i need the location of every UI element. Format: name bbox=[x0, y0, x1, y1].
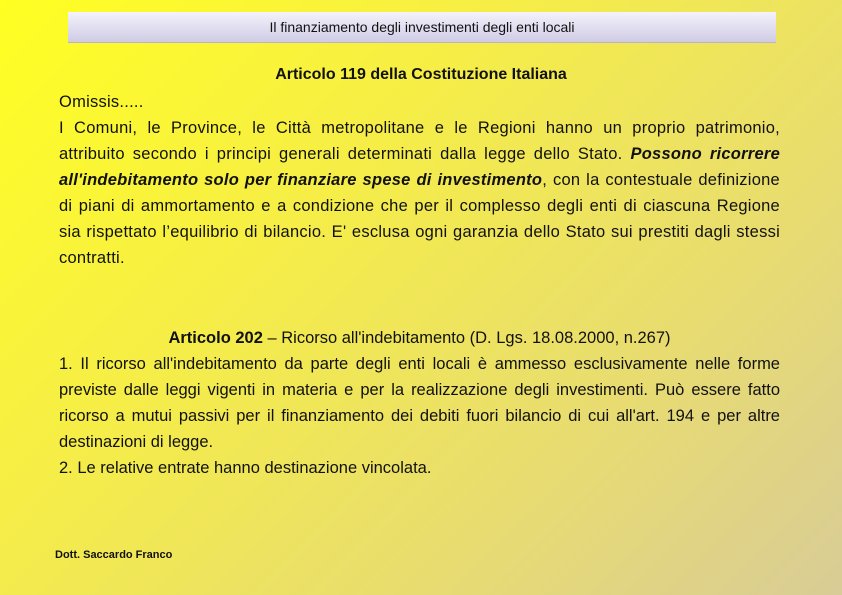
omissis-text: Omissis..... bbox=[59, 93, 144, 111]
article-119-title: Articolo 119 della Costituzione Italiana bbox=[275, 66, 567, 83]
article-202-body bbox=[59, 325, 780, 481]
article-202-title bbox=[59, 325, 780, 351]
header-bar bbox=[68, 12, 776, 43]
article-119-text-a: I Comuni, le Province, le Città metropolitane e le Regioni hanno un proprio patrimonio, attribuito secondo i principi generali determinati dalla legge dello Stato. bbox=[59, 119, 780, 163]
article-202-item-1: 1. Il ricorso all'indebitamento da parte degli enti locali è ammesso esclusivamente nelle forme previste dalle leggi vigenti in materia e per la realizzazione degli investimenti. Può essere fatto ricorso a mutui passivi per il finanziamento dei debiti fuori bilancio di cui all'art. 194 e per altre destinazioni di legge. bbox=[59, 355, 780, 451]
article-119-body bbox=[59, 89, 780, 271]
article-202-title-rest: – Ricorso all'indebitamento (D. Lgs. 18.08.2000, n.267) bbox=[262, 329, 671, 347]
article-119-text-b: , con la contestuale definizione di piani di ammortamento e a condizione che per il complesso degli enti di ciascuna Regione sia rispettato l’equilibrio di bilancio. E' esclusa ogni garanzia dello Stato sui prestiti dagli stessi contratti. bbox=[59, 171, 780, 267]
footer-author: Dott. Saccardo Franco bbox=[55, 549, 173, 561]
article-119-emphasis: Possono ricorrere all'indebitamento solo per finanziare spese di investimento bbox=[59, 145, 781, 189]
article-202-item-2: 2. Le relative entrate hanno destinazione vincolata. bbox=[59, 459, 432, 477]
article-202-title-bold: Articolo 202 bbox=[168, 329, 263, 347]
header-title: Il finanziamento degli investimenti degli enti locali bbox=[269, 19, 575, 35]
